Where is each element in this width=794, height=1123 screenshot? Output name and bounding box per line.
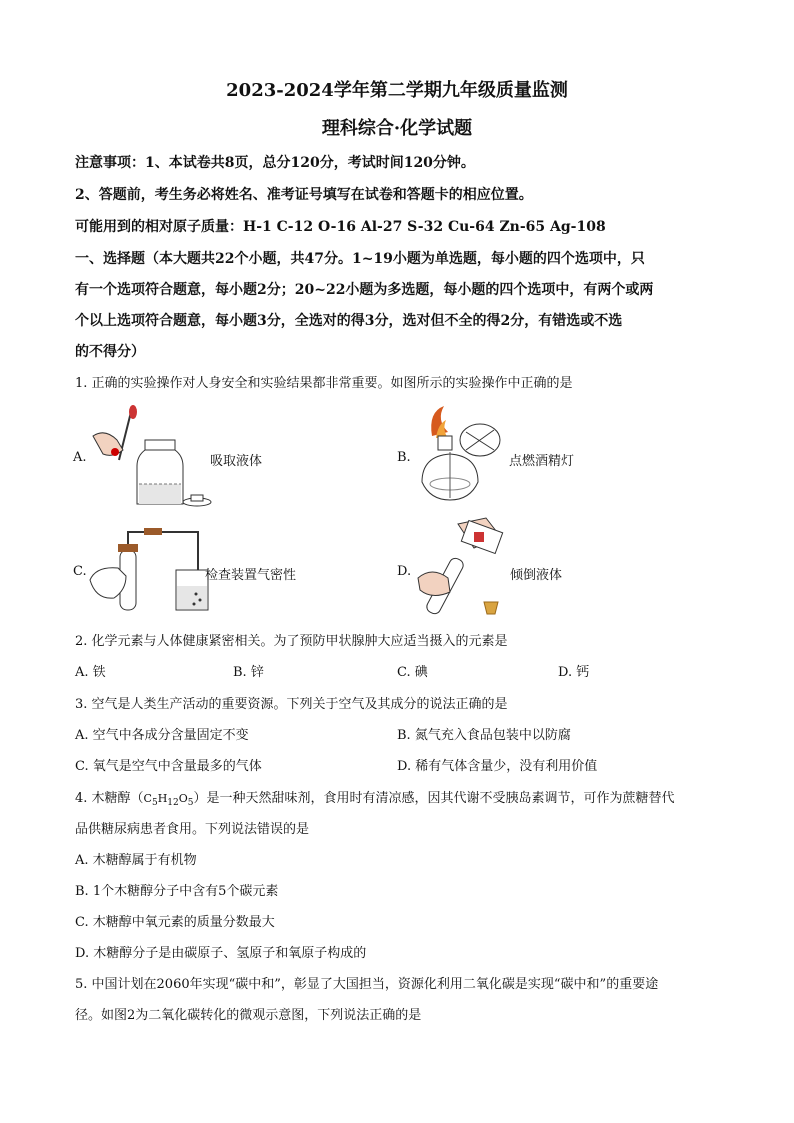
- q1-option-c-letter: C.: [73, 564, 87, 579]
- q4-option-c: C. 木糖醇中氧元素的质量分数最大: [75, 915, 275, 930]
- atomic-mass-line: 可能用到的相对原子质量：H-1 C-12 O-16 Al-27 S-32 Cu-64 Zn-65 Ag-108: [75, 219, 606, 235]
- q3-option-a: A. 空气中各成分含量固定不变: [75, 728, 249, 743]
- q1-option-b-text: 点燃酒精灯: [509, 454, 575, 469]
- notes-line-2: 2、答题前，考生务必将姓名、准考证号填写在试卷和答题卡的相应位置。: [75, 187, 533, 203]
- q1-option-d-letter: D.: [397, 564, 412, 579]
- q2-stem: 2. 化学元素与人体健康紧密相关。为了预防甲状腺肿大应适当摄入的元素是: [75, 634, 508, 649]
- q5-stem-line-2: 径。如图2为二氧化碳转化的微观示意图，下列说法正确的是: [75, 1008, 422, 1023]
- q4-option-a: A. 木糖醇属于有机物: [75, 853, 197, 868]
- q2-option-a: A. 铁: [75, 665, 106, 680]
- q4-stem-line-2: 品供糖尿病患者食用。下列说法错误的是: [75, 822, 310, 837]
- q1-option-a-text: 吸取液体: [210, 454, 263, 469]
- q2-option-b: B. 锌: [233, 665, 264, 680]
- q5-stem-line-1: 5. 中国计划在2060年实现“碳中和”，彰显了大国担当，资源化利用二氧化碳是实现“碳中和”的重要途: [75, 977, 659, 992]
- q4-stem-prefix: 4. 木糖醇（: [75, 791, 144, 806]
- q4-option-b: B. 1个木糖醇分子中含有5个碳元素: [75, 884, 279, 899]
- alcohol-lamp-illustration: [410, 402, 520, 512]
- q1-option-a-letter: A.: [73, 450, 87, 465]
- q3-option-c: C. 氧气是空气中含量最多的气体: [75, 759, 262, 774]
- section-1-line-1: 一、选择题（本大题共22个小题，共47分。1~19小题为单选题，每小题的四个选项中，只: [75, 251, 645, 267]
- section-1-line-4: 的不得分）: [75, 344, 145, 360]
- q4-stem-line-1: [75, 787, 675, 808]
- section-1-line-3: 个以上选项符合题意，每小题3分，全选对的得3分，选对但不全的得2分，有错选或不选: [75, 313, 623, 329]
- q1-stem: 1. 正确的实验操作对人身安全和实验结果都非常重要。如图所示的实验操作中正确的是: [75, 376, 573, 391]
- q4-formula: $C_5H_{12}O_5$: [143, 792, 194, 809]
- pour-liquid-illustration: [414, 516, 514, 620]
- airtightness-check-illustration: [86, 526, 210, 616]
- q1-option-c-text: 检查装置气密性: [205, 568, 297, 583]
- pipette-illustration: [85, 402, 215, 512]
- notes-line-1: 注意事项：1、本试卷共8页，总分120分，考试时间120分钟。: [75, 155, 475, 171]
- section-1-line-2: 有一个选项符合题意，每小题2分；20~22小题为多选题，每小题的四个选项中，有两个或两: [75, 282, 654, 298]
- q3-option-d: D. 稀有气体含量少，没有利用价值: [397, 759, 598, 774]
- q4-stem-suffix: ）是一种天然甜味剂，食用时有清凉感，因其代谢不受胰岛素调节，可作为蔗糖替代: [193, 791, 675, 806]
- q2-option-c: C. 碘: [397, 665, 428, 680]
- q4-option-d: D. 木糖醇分子是由碳原子、氢原子和氧原子构成的: [75, 946, 367, 961]
- q3-option-b: B. 氮气充入食品包装中以防腐: [397, 728, 571, 743]
- q2-option-d: D. 钙: [558, 665, 590, 680]
- q1-option-d-text: 倾倒液体: [510, 568, 563, 583]
- q1-option-b-letter: B.: [397, 450, 411, 465]
- q3-stem: 3. 空气是人类生产活动的重要资源。下列关于空气及其成分的说法正确的是: [75, 697, 508, 712]
- exam-subtitle: 理科综合·化学试题: [321, 118, 473, 139]
- exam-title: 2023-2024学年第二学期九年级质量监测: [226, 80, 568, 101]
